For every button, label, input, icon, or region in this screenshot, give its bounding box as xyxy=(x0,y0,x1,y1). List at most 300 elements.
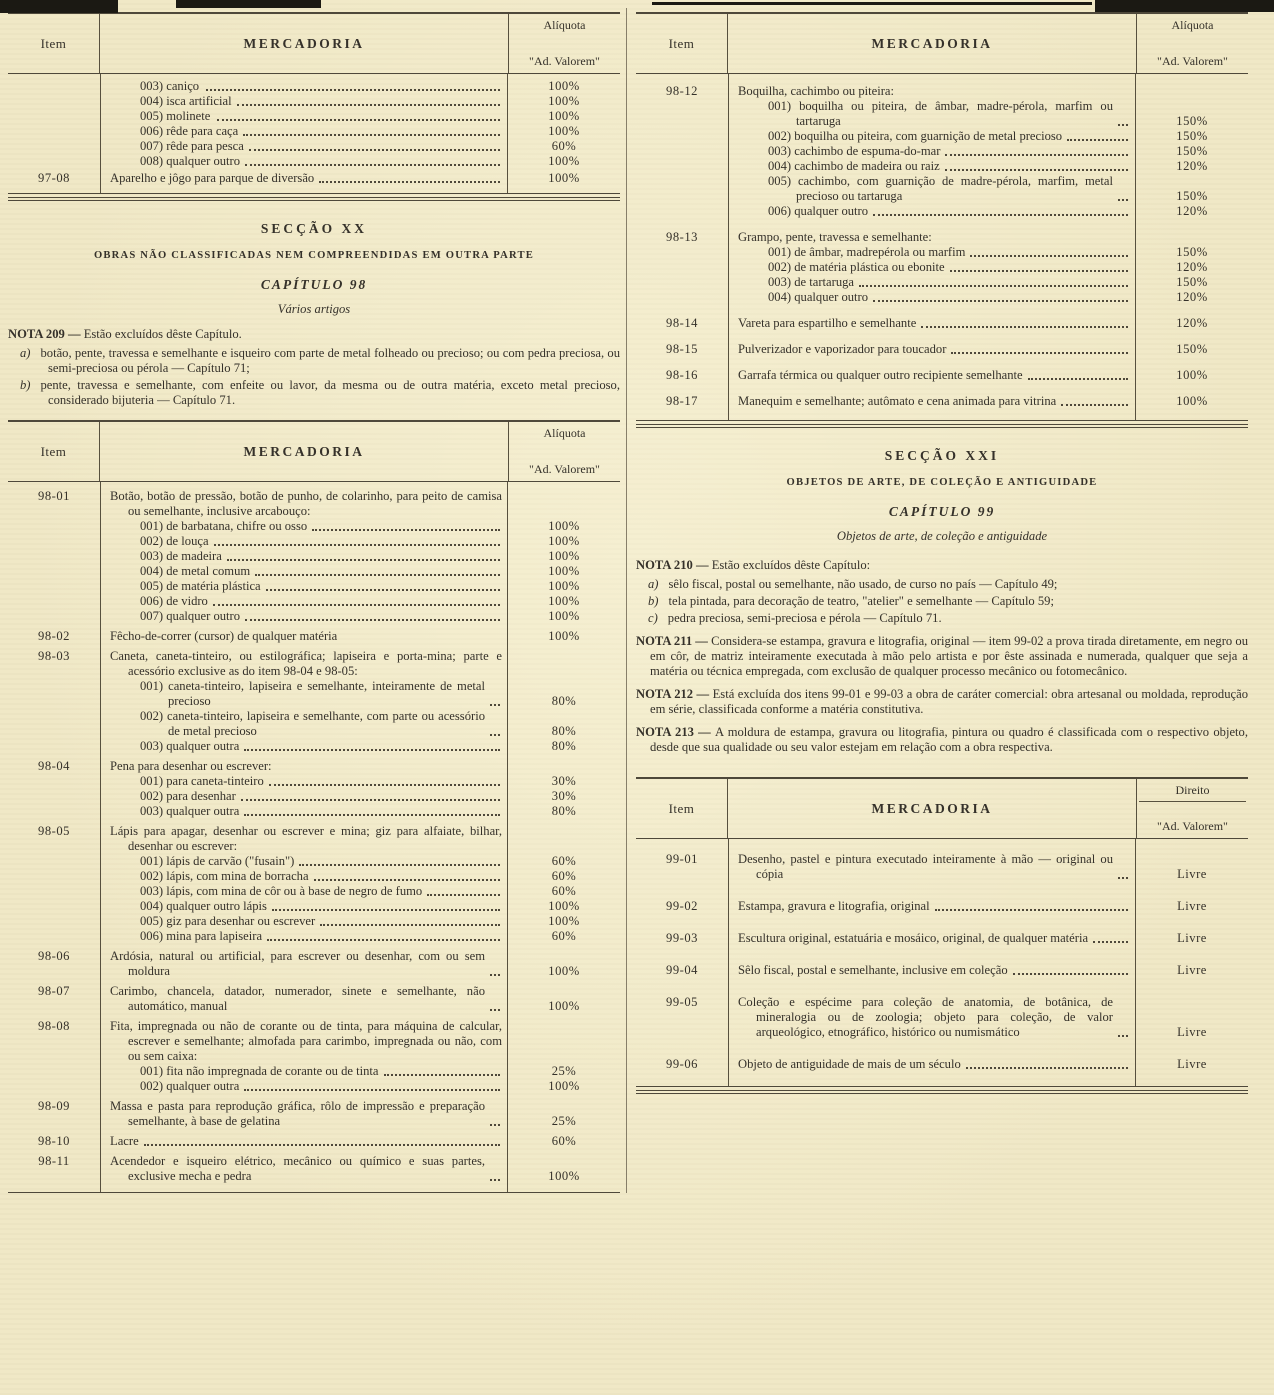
column-header-item: Item xyxy=(8,14,100,73)
description-text: Desenho, pastel e pintura executado inteiramente à mão — original ou cópia xyxy=(738,852,1113,881)
description-text: 004) de metal comum xyxy=(140,564,251,578)
rate-value: 120% xyxy=(1176,204,1208,218)
description-line xyxy=(100,94,620,109)
note-item-text: pente, travessa e semelhante, com enfeite ou lavor, da mesma ou de outra matéria, exceto metal precioso, considerado bijuteria — Capítulo 71. xyxy=(40,378,620,407)
dot-leader xyxy=(951,352,1128,354)
rate-value: 100% xyxy=(548,549,580,563)
dot-leader xyxy=(490,1179,500,1181)
dot-leader xyxy=(970,255,1128,257)
note-label: NOTA 211 — xyxy=(636,634,712,648)
description-text: Fita, impregnada ou não de corante ou de tinta, para máquina de calcular, escrever e semelhante; almofada para carimbo, impregnada ou não, com ou sem caixa: xyxy=(110,1019,502,1063)
row-description xyxy=(100,1154,620,1184)
dot-leader xyxy=(873,214,1128,216)
column-header-rate xyxy=(1136,779,1248,838)
rate-value: 100% xyxy=(548,519,580,533)
rate-value: Livre xyxy=(1177,1057,1207,1071)
description-line xyxy=(100,171,620,186)
section-title: SECÇÃO XX xyxy=(260,221,368,236)
description-text: 001) lápis de carvão ("fusain") xyxy=(140,854,295,868)
table-header xyxy=(636,12,1248,74)
description-line xyxy=(100,109,620,124)
row-description xyxy=(100,1099,620,1129)
item-column-rule xyxy=(728,74,729,420)
dot-leader xyxy=(244,749,500,751)
rate-value: 100% xyxy=(548,534,580,548)
rate-value: 100% xyxy=(548,1079,580,1093)
rate-value: 100% xyxy=(548,594,580,608)
description-line xyxy=(100,679,620,709)
description-line xyxy=(728,963,1248,978)
description-text: Caneta, caneta-tinteiro, ou estilográfica; lapiseira e porta-mina; parte e acessório exclusive as do item 98-04 e 98-05: xyxy=(110,649,502,678)
rate-value: 100% xyxy=(548,124,580,138)
item-code: 99-01 xyxy=(666,852,698,866)
note-item-label: a) xyxy=(20,346,31,360)
note-item-label: b) xyxy=(648,594,659,608)
item-code: 98-01 xyxy=(38,489,70,503)
dot-leader xyxy=(490,704,500,706)
note-paragraph xyxy=(636,558,1248,573)
dot-leader xyxy=(490,1009,500,1011)
description-line xyxy=(728,290,1248,305)
section-xx-heading xyxy=(8,221,620,317)
item-code: 98-04 xyxy=(38,759,70,773)
description-text: 004) qualquer outro xyxy=(768,290,869,304)
description-text: Massa e pasta para reprodução gráfica, rôlo de impressão e preparação semelhante, à base de gelatina xyxy=(110,1099,485,1128)
description-text: Grampo, pente, travessa e semelhante: xyxy=(738,230,932,244)
dot-leader xyxy=(244,814,500,816)
rate-column-rule xyxy=(1135,74,1136,420)
description-line xyxy=(728,316,1248,331)
row-description xyxy=(728,931,1248,946)
description-text: 002) para desenhar xyxy=(140,789,236,803)
description-line xyxy=(100,804,620,819)
dot-leader xyxy=(320,924,500,926)
table-chapter-98-right xyxy=(636,12,1248,421)
rate-value: Livre xyxy=(1177,867,1207,881)
note-list-item xyxy=(8,378,620,408)
rate-value: 100% xyxy=(548,79,580,93)
description-line xyxy=(728,144,1248,159)
description-line xyxy=(100,949,620,979)
rate-value: 100% xyxy=(548,609,580,623)
row-description xyxy=(100,824,620,944)
description-line xyxy=(100,489,620,519)
description-text: 001) de barbatana, chifre ou osso xyxy=(140,519,308,533)
description-text: Pulverizador e vaporizador para toucador xyxy=(738,342,947,356)
description-line xyxy=(728,899,1248,914)
rate-value: 100% xyxy=(548,1169,580,1183)
description-line xyxy=(728,1057,1248,1072)
table-header xyxy=(8,12,620,74)
description-line xyxy=(728,342,1248,357)
description-text: 003) qualquer outra xyxy=(140,739,240,753)
row-description xyxy=(728,394,1248,409)
rate-value: 80% xyxy=(551,739,577,753)
description-line xyxy=(100,914,620,929)
note-item-text: pedra preciosa, semi-preciosa e pérola — Capítulo 71. xyxy=(667,611,942,625)
row-description xyxy=(100,984,620,1014)
rate-value: 60% xyxy=(551,139,577,153)
description-text: 002) de louça xyxy=(140,534,209,548)
description-line xyxy=(728,99,1248,129)
item-code: 98-05 xyxy=(38,824,70,838)
description-text: 002) boquilha ou piteira, com guarnição de metal precioso xyxy=(768,129,1063,143)
description-text: 002) qualquer outra xyxy=(140,1079,240,1093)
dot-leader xyxy=(490,734,500,736)
item-code: 98-13 xyxy=(666,230,698,244)
description-text: Objeto de antiguidade de mais de um século xyxy=(738,1057,961,1071)
description-line xyxy=(728,260,1248,275)
item-code: 99-06 xyxy=(666,1057,698,1071)
description-line xyxy=(100,579,620,594)
column-header-mercadoria: MERCADORIA xyxy=(871,36,993,51)
column-header-mercadoria: MERCADORIA xyxy=(871,801,993,816)
dot-leader xyxy=(227,559,500,561)
description-text: 006) qualquer outro xyxy=(768,204,869,218)
dot-leader xyxy=(873,300,1128,302)
column-header-item: Item xyxy=(636,779,728,838)
note-text: A moldura de estampa, gravura ou litografia, pintura ou quadro é classificada com o respectivo objeto, desde que sua qualidade ou seu valor estejam em relação com a obra respectiva. xyxy=(650,725,1249,754)
dot-leader xyxy=(1118,124,1128,126)
item-code: 98-11 xyxy=(38,1154,70,1168)
double-rule xyxy=(636,424,1248,428)
rate-value: Livre xyxy=(1177,963,1207,977)
description-line xyxy=(100,774,620,789)
note-item-label: b) xyxy=(20,378,31,392)
description-text: Lápis para apagar, desenhar ou escrever e mina; giz para alfaiate, bilhar, desenhar ou escrever: xyxy=(110,824,502,853)
description-text: Ardósia, natural ou artificial, para escrever ou desenhar, com ou sem moldura xyxy=(110,949,485,978)
dot-leader xyxy=(245,164,500,166)
description-line xyxy=(100,899,620,914)
dot-leader xyxy=(241,799,500,801)
description-text: Manequim e semelhante; autômato e cena animada para vitrina xyxy=(738,394,1057,408)
note-list-item xyxy=(636,594,1248,609)
row-description xyxy=(100,949,620,979)
table-body xyxy=(636,74,1248,421)
dot-leader xyxy=(255,574,500,576)
description-text: 003) de madeira xyxy=(140,549,222,563)
item-code: 98-08 xyxy=(38,1019,70,1033)
scan-artifact xyxy=(652,2,1092,5)
rate-column-rule xyxy=(507,74,508,193)
description-text: 001) para caneta-tinteiro xyxy=(140,774,264,788)
description-line xyxy=(100,519,620,534)
row-description xyxy=(100,79,620,169)
rate-value: 30% xyxy=(551,789,577,803)
description-line xyxy=(728,129,1248,144)
description-line xyxy=(100,984,620,1014)
note-text: Está excluída dos itens 99-01 e 99-03 a obra de caráter comercial: obra artesanal ou moldada, reprodução em série, classificada conforme a matéria constitutiva. xyxy=(650,687,1248,716)
description-line xyxy=(100,1064,620,1079)
rate-header-line1: Direito xyxy=(1139,783,1246,802)
dot-leader xyxy=(1067,139,1128,141)
rate-value: 60% xyxy=(551,929,577,943)
dot-leader xyxy=(1118,1035,1128,1037)
note-paragraph xyxy=(636,725,1248,755)
rate-value: 100% xyxy=(548,154,580,168)
description-text: 002) lápis, com mina de borracha xyxy=(140,869,309,883)
dot-leader xyxy=(427,894,500,896)
dot-leader xyxy=(1061,404,1128,406)
description-line xyxy=(728,245,1248,260)
item-code xyxy=(8,79,100,169)
row-description xyxy=(728,368,1248,383)
note-paragraph xyxy=(636,687,1248,717)
column-header-item: Item xyxy=(8,422,100,481)
description-line xyxy=(100,594,620,609)
chapter-title: CAPÍTULO 99 xyxy=(888,504,996,519)
table-header xyxy=(636,777,1248,839)
rate-value: 80% xyxy=(551,724,577,738)
dot-leader xyxy=(272,909,500,911)
row-description xyxy=(728,1057,1248,1072)
rate-value: 80% xyxy=(551,694,577,708)
description-line xyxy=(100,854,620,869)
column-header-mercadoria: MERCADORIA xyxy=(243,444,365,459)
note-item-text: sêlo fiscal, postal ou semelhante, não usado, de curso no país — Capítulo 49; xyxy=(668,577,1058,591)
description-text: 006) rêde para caça xyxy=(140,124,239,138)
rate-value: 150% xyxy=(1176,129,1208,143)
description-text: 006) mina para lapiseira xyxy=(140,929,263,943)
row-description xyxy=(728,84,1248,219)
rate-value: 100% xyxy=(548,109,580,123)
rate-value: 100% xyxy=(548,964,580,978)
column-divider-rule xyxy=(626,8,627,1193)
dot-leader xyxy=(249,149,500,151)
note-paragraph xyxy=(8,327,620,342)
left-column xyxy=(8,8,620,1193)
description-text: 005) molinete xyxy=(140,109,211,123)
dot-leader xyxy=(1118,199,1128,201)
description-text: Lacre xyxy=(110,1134,139,1148)
description-line xyxy=(728,995,1248,1040)
dot-leader xyxy=(314,879,500,881)
rate-value: 60% xyxy=(551,1134,577,1148)
description-text: Botão, botão de pressão, botão de punho, de colarinho, para peito de camisa ou semelhante, inclusive arcabouço: xyxy=(110,489,502,518)
dot-leader xyxy=(312,529,500,531)
description-line xyxy=(100,629,620,644)
note-paragraph xyxy=(636,634,1248,679)
description-text: Garrafa térmica ou qualquer outro recipiente semelhante xyxy=(738,368,1023,382)
note-text: Considera-se estampa, gravura e litografia, original — item 99-02 a prova tirada diretamente, em negro ou em côr, de matriz inteiramente executada à mão pelo artista e por êste assinada e numerada, qualquer que seja a matéria ou técnica empregada, com exclusão de qualquer processo mecânico ou fotomecânico. xyxy=(650,634,1248,678)
description-text: 006) de vidro xyxy=(140,594,208,608)
description-line xyxy=(100,1134,620,1149)
dot-leader xyxy=(1028,378,1128,380)
description-text: 001) caneta-tinteiro, lapiseira e semelhante, inteiramente de metal precioso xyxy=(140,679,485,708)
description-line xyxy=(100,1099,620,1129)
rate-value: 150% xyxy=(1176,189,1208,203)
dot-leader xyxy=(859,285,1128,287)
dot-leader xyxy=(244,1089,500,1091)
note-list-item xyxy=(8,346,620,376)
note-list-item xyxy=(636,611,1248,626)
rate-value: 100% xyxy=(1176,394,1208,408)
description-text: Aparelho e jôgo para parque de diversão xyxy=(110,171,315,185)
description-line xyxy=(100,884,620,899)
table-chapter-97-continuation xyxy=(8,12,620,194)
chapter-99-notes xyxy=(636,558,1248,755)
row-description xyxy=(728,852,1248,882)
row-description xyxy=(100,1134,620,1149)
description-text: 003) de tartaruga xyxy=(768,275,855,289)
rate-value: 150% xyxy=(1176,114,1208,128)
description-text: 007) qualquer outro xyxy=(140,609,241,623)
item-code: 99-05 xyxy=(666,995,698,1009)
dot-leader xyxy=(1013,973,1128,975)
description-line xyxy=(100,139,620,154)
item-code: 99-02 xyxy=(666,899,698,913)
description-text: 001) de âmbar, madrepérola ou marfim xyxy=(768,245,966,259)
description-text: 002) de matéria plástica ou ebonite xyxy=(768,260,945,274)
item-code: 98-07 xyxy=(38,984,70,998)
item-code: 98-02 xyxy=(38,629,70,643)
rate-value: 80% xyxy=(551,804,577,818)
chapter-subtitle: Objetos de arte, de coleção e antiguidade xyxy=(836,529,1048,543)
note-text: Estão excluídos dêste Capítulo. xyxy=(83,327,242,341)
dot-leader xyxy=(299,864,500,866)
item-code: 99-04 xyxy=(666,963,698,977)
dot-leader xyxy=(966,1067,1128,1069)
chapter-subtitle: Vários artigos xyxy=(277,302,351,316)
table-body xyxy=(636,839,1248,1087)
item-code: 98-09 xyxy=(38,1099,70,1113)
column-header-rate xyxy=(508,14,620,73)
dot-leader xyxy=(267,939,500,941)
note-item-label: c) xyxy=(648,611,658,625)
dot-leader xyxy=(490,1124,500,1126)
item-column-rule xyxy=(728,839,729,1086)
row-description xyxy=(728,963,1248,978)
rate-value: 120% xyxy=(1176,316,1208,330)
scan-artifact xyxy=(0,0,118,13)
row-description xyxy=(100,629,620,644)
description-text: 002) caneta-tinteiro, lapiseira e semelhante, com parte ou acessório de metal precioso xyxy=(140,709,485,738)
dot-leader xyxy=(945,154,1128,156)
column-header-rate xyxy=(508,422,620,481)
rate-header-line2: "Ad. Valorem" xyxy=(1157,819,1228,833)
description-line xyxy=(100,1154,620,1184)
description-line xyxy=(100,79,620,94)
description-line xyxy=(100,759,620,774)
rate-value: Livre xyxy=(1177,899,1207,913)
rate-value: 150% xyxy=(1176,342,1208,356)
rate-value: 100% xyxy=(548,564,580,578)
rate-value: 100% xyxy=(548,914,580,928)
dot-leader xyxy=(1093,941,1128,943)
dot-leader xyxy=(243,134,500,136)
description-line xyxy=(728,204,1248,219)
description-text: 008) qualquer outro xyxy=(140,154,241,168)
description-text: 003) qualquer outra xyxy=(140,804,240,818)
description-text: Estampa, gravura e litografia, original xyxy=(738,899,930,913)
rate-value: 100% xyxy=(548,999,580,1013)
description-text: Carimbo, chancela, datador, numerador, sinete e semelhante, não automático, manual xyxy=(110,984,485,1013)
dot-leader xyxy=(217,119,500,121)
dot-leader xyxy=(921,326,1128,328)
rate-value: 120% xyxy=(1176,260,1208,274)
rate-value: Livre xyxy=(1177,1025,1207,1039)
rate-value: 100% xyxy=(548,579,580,593)
description-text: Escultura original, estatuária e mosáico, original, de qualquer matéria xyxy=(738,931,1089,945)
note-item-text: tela pintada, para decoração de teatro, "atelier" e semelhante — Capítulo 59; xyxy=(668,594,1054,608)
dot-leader xyxy=(237,104,500,106)
row-description xyxy=(100,171,620,186)
description-line xyxy=(100,564,620,579)
rate-value: 150% xyxy=(1176,275,1208,289)
row-description xyxy=(100,649,620,754)
item-code: 98-15 xyxy=(666,342,698,356)
item-code: 97-08 xyxy=(38,171,70,185)
description-line xyxy=(728,931,1248,946)
column-header-item: Item xyxy=(636,14,728,73)
description-text: 001) boquilha ou piteira, de âmbar, madre-pérola, marfim ou tartaruga xyxy=(768,99,1113,128)
description-text: Pena para desenhar ou escrever: xyxy=(110,759,272,773)
description-line xyxy=(100,534,620,549)
section-subtitle: OBRAS NÃO CLASSIFICADAS NEM COMPREENDIDAS EM OUTRA PARTE xyxy=(93,250,535,261)
description-line xyxy=(100,869,620,884)
rate-value: 60% xyxy=(551,884,577,898)
description-line xyxy=(728,394,1248,409)
description-line xyxy=(100,649,620,679)
rate-value: 30% xyxy=(551,774,577,788)
chapter-title: CAPÍTULO 98 xyxy=(260,277,368,292)
rate-value: 25% xyxy=(551,1114,577,1128)
description-line xyxy=(728,368,1248,383)
dot-leader xyxy=(214,544,500,546)
rate-value: 100% xyxy=(548,171,580,185)
item-code: 98-12 xyxy=(666,84,698,98)
double-rule xyxy=(8,197,620,201)
double-rule xyxy=(636,1090,1248,1094)
row-description xyxy=(728,342,1248,357)
item-code: 98-14 xyxy=(666,316,698,330)
description-line xyxy=(100,789,620,804)
dot-leader xyxy=(269,784,500,786)
description-line xyxy=(100,824,620,854)
note-item-label: a) xyxy=(648,577,659,591)
description-text: Fêcho-de-correr (cursor) de qualquer matéria xyxy=(110,629,338,643)
description-text: 003) cachimbo de espuma-do-mar xyxy=(768,144,941,158)
description-line xyxy=(100,929,620,944)
dot-leader xyxy=(950,270,1128,272)
description-line xyxy=(728,159,1248,174)
rate-value: 100% xyxy=(1176,368,1208,382)
dot-leader xyxy=(144,1144,500,1146)
dot-leader xyxy=(206,89,500,91)
rate-column-rule xyxy=(1135,839,1136,1086)
description-text: 001) fita não impregnada de corante ou de tinta xyxy=(140,1064,379,1078)
description-text: Acendedor e isqueiro elétrico, mecânico ou químico e suas partes, exclusive mecha e pedra xyxy=(110,1154,485,1183)
rate-value: 100% xyxy=(548,899,580,913)
description-text: 005) cachimbo, com guarnição de madre-pérola, marfim, metal precioso ou tartaruga xyxy=(768,174,1113,203)
dot-leader xyxy=(245,619,500,621)
section-xxi-heading xyxy=(636,448,1248,544)
description-line xyxy=(728,275,1248,290)
rate-value: 100% xyxy=(548,94,580,108)
description-line xyxy=(728,852,1248,882)
description-text: Boquilha, cachimbo ou piteira: xyxy=(738,84,894,98)
item-code: 98-17 xyxy=(666,394,698,408)
note-label: NOTA 210 — xyxy=(636,558,712,572)
description-line xyxy=(728,174,1248,204)
dot-leader xyxy=(935,909,1128,911)
description-text: 003) caniço xyxy=(140,79,200,93)
item-code: 98-16 xyxy=(666,368,698,382)
description-text: 004) cachimbo de madeira ou raiz xyxy=(768,159,940,173)
description-line xyxy=(100,739,620,754)
description-line xyxy=(728,84,1248,99)
rate-header-line2: "Ad. Valorem" xyxy=(529,54,600,68)
